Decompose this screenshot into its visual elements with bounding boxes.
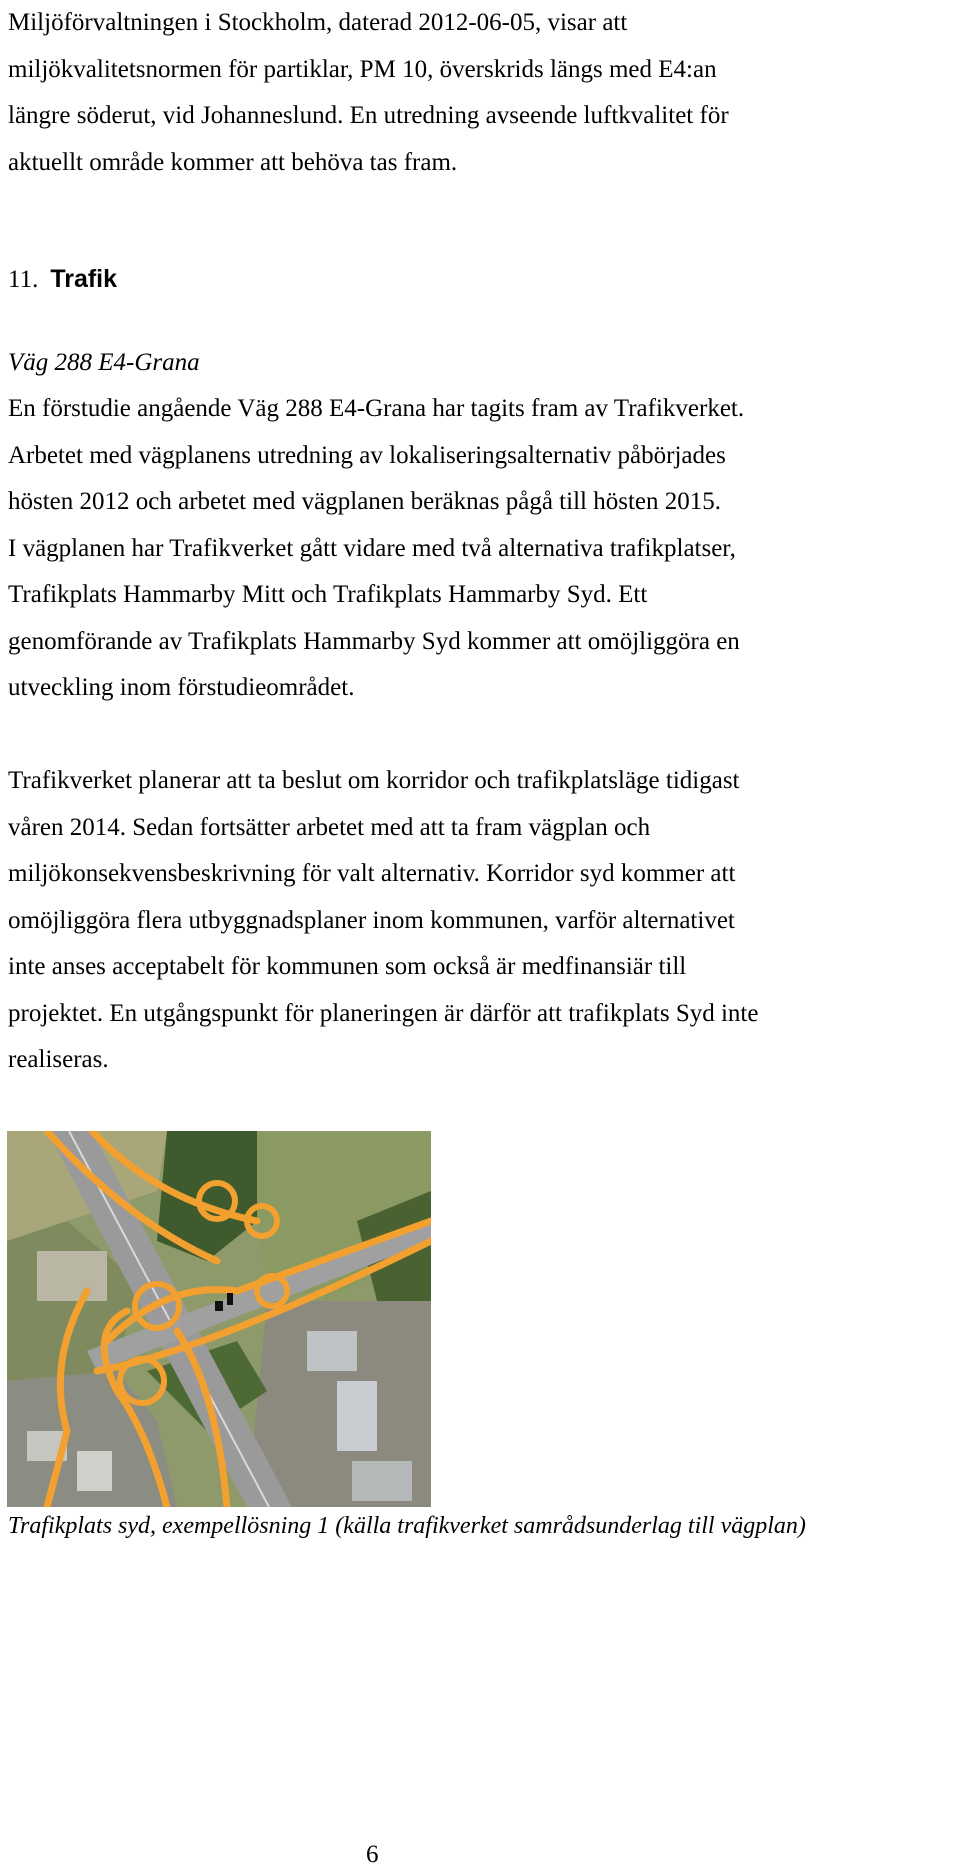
figure-caption: Trafikplats syd, exempellösning 1 (källa trafikverket samrådsunderlag till vägplan) (8, 1513, 806, 1539)
text-line: En förstudie angående Väg 288 E4-Grana har tagits fram av Trafikverket. (8, 395, 745, 422)
subheading: Väg 288 E4-Grana (8, 349, 200, 376)
text-line: inte anses acceptabelt för kommunen som också är medfinansiär till (8, 953, 687, 980)
text-line: utveckling inom förstudieområdet. (8, 674, 355, 701)
text-line: I vägplanen har Trafikverket gått vidare med två alternativa trafikplatser, (8, 534, 736, 562)
page-number: 6 (366, 1841, 379, 1868)
text-line: Miljöförvaltningen i Stockholm, daterad 2012-06-05, visar att (8, 9, 628, 36)
section-number: 11. (8, 266, 39, 293)
text-line: längre söderut, vid Johanneslund. En utredning avseende luftkvalitet för (8, 102, 729, 129)
text-line: genomförande av Trafikplats Hammarby Syd kommer att omöjliggöra en (8, 627, 740, 655)
text-line: omöjliggöra flera utbyggnadsplaner inom kommunen, varför alternativet (8, 906, 735, 934)
aerial-map-figure (7, 1131, 431, 1507)
text-line: hösten 2012 och arbetet med vägplanen beräknas pågå till hösten 2015. (8, 488, 721, 515)
text-line: aktuellt område kommer att behöva tas fram. (8, 148, 458, 176)
section-heading (8, 256, 117, 303)
text-line: våren 2014. Sedan fortsätter arbetet med att ta fram vägplan och (8, 813, 651, 841)
intro-paragraph (8, 0, 958, 186)
text-line: Trafikplats Hammarby Mitt och Trafikplats Hammarby Syd. Ett (8, 581, 648, 608)
section-title: Trafik (50, 265, 118, 293)
paragraph-2 (8, 758, 958, 1084)
text-line: projektet. En utgångspunkt för planeringen är därför att trafikplats Syd inte (8, 999, 759, 1027)
text-line: miljökonsekvensbeskrivning för valt alternativ. Korridor syd kommer att (8, 860, 736, 887)
text-line: miljökvalitetsnormen för partiklar, PM 10, överskrids längs med E4:an (8, 55, 717, 83)
aerial-map-image (7, 1131, 431, 1507)
text-line: realiseras. (8, 1046, 109, 1073)
paragraph-1 (8, 386, 958, 712)
text-line: Arbetet med vägplanens utredning av lokaliseringsalternativ påbörjades (8, 441, 726, 469)
text-line: Trafikverket planerar att ta beslut om korridor och trafikplatsläge tidigast (8, 767, 740, 794)
